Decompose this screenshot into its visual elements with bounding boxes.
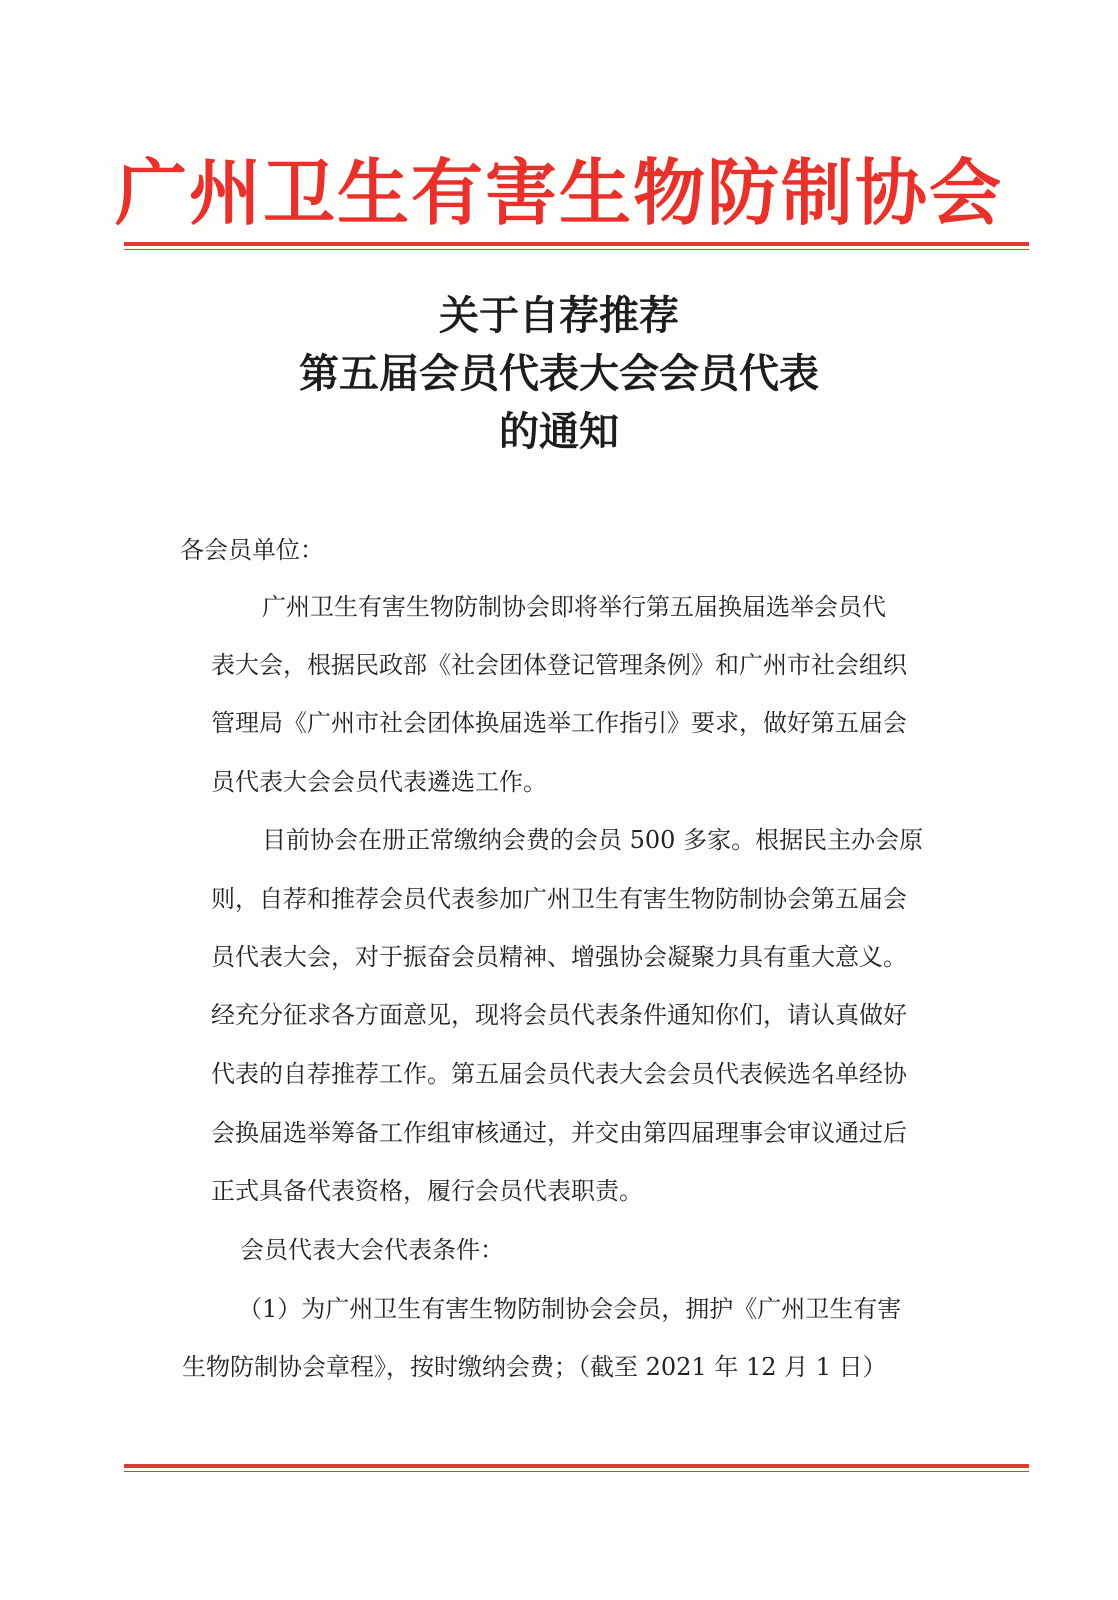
paragraph-1-line-2: 表大会，根据民政部《社会团体登记管理条例》和广州市社会组织	[211, 651, 907, 679]
paragraph-2-line-7: 正式具备代表资格，履行会员代表职责。	[211, 1177, 643, 1205]
paragraph-1-line-4: 员代表大会会员代表遴选工作。	[211, 768, 547, 796]
salutation: 各会员单位：	[180, 536, 324, 564]
notice-title-line-2: 第五届会员代表大会会员代表	[299, 351, 819, 397]
paragraph-4-line-2: 生物防制协会章程》，按时缴纳会费；（截至 2021 年 12 月 1 日）	[182, 1353, 887, 1381]
paragraph-2-line-3: 员代表大会，对于振奋会员精神、增强协会凝聚力具有重大意义。	[211, 943, 907, 971]
paragraph-3-line-1: 会员代表大会代表条件：	[240, 1236, 504, 1264]
paragraph-2-line-5: 代表的自荐推荐工作。第五届会员代表大会会员代表候选名单经协	[211, 1060, 907, 1088]
paragraph-1-line-3: 管理局《广州市社会团体换届选举工作指引》要求，做好第五届会	[211, 709, 907, 737]
notice-title-line-1: 关于自荐推荐	[439, 293, 679, 339]
paragraph-2-line-6: 会换届选举筹备工作组审核通过，并交由第四届理事会审议通过后	[211, 1119, 907, 1147]
paragraph-1-line-1: 广州卫生有害生物防制协会即将举行第五届换届选举会员代	[262, 593, 886, 621]
paragraph-2-line-1: 目前协会在册正常缴纳会费的会员 500 多家。根据民主办会原	[262, 826, 924, 854]
notice-title-line-3: 的通知	[499, 409, 619, 455]
footer-divider	[124, 1464, 1029, 1472]
paragraph-4-line-1: （1）为广州卫生有害生物防制协会会员，拥护《广州卫生有害	[238, 1295, 902, 1323]
organization-letterhead: 广州卫生有害生物防制协会	[114, 150, 1003, 235]
paragraph-2-line-4: 经充分征求各方面意见，现将会员代表条件通知你们，请认真做好	[211, 1001, 907, 1029]
paragraph-2-line-2: 则，自荐和推荐会员代表参加广州卫生有害生物防制协会第五届会	[211, 885, 907, 913]
header-divider	[124, 242, 1029, 250]
